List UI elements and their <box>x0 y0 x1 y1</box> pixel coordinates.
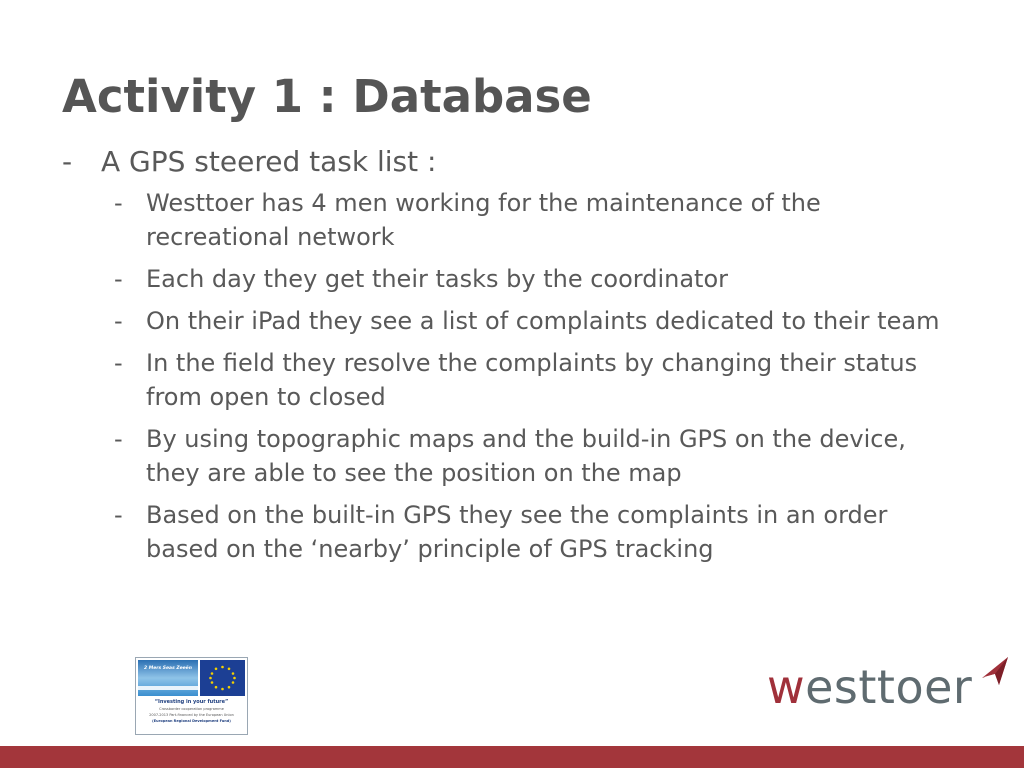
sub-bullet <box>101 422 962 490</box>
sub-bullet-text: Westtoer has 4 men working for the maintenance of the recreational network <box>146 189 821 251</box>
bullet-marker: - <box>62 145 73 178</box>
westtoer-arrow-icon <box>980 656 1010 686</box>
bullet-marker: - <box>114 265 123 293</box>
sub-bullet <box>101 262 962 296</box>
bullet-marker: - <box>114 425 123 453</box>
sub-bullet <box>101 346 962 414</box>
sub-bullet-text: By using topographic maps and the build-in GPS on the device, they are able to see the position on the map <box>146 425 906 487</box>
bullet-list <box>62 144 962 574</box>
eu-line-1: Crossborder cooperation programme <box>159 707 224 711</box>
sub-bullet-text: Each day they get their tasks by the coordinator <box>146 265 729 293</box>
bullet-marker: - <box>114 307 123 335</box>
banner-text: 2 Mers Seas Zeeën <box>144 666 192 671</box>
eu-funding-logo <box>135 657 248 735</box>
eu-logo-text <box>138 698 245 724</box>
westtoer-logo <box>767 656 1012 718</box>
eu-fund: (European Regional Development Fund) <box>152 719 231 723</box>
bullet-marker: - <box>114 189 123 217</box>
bullet-marker: - <box>114 349 123 377</box>
slide-title: Activity 1 : Database <box>62 70 592 123</box>
eu-line-2: 2007-2013 Part-financed by the European Union <box>149 713 234 717</box>
sub-bullet <box>101 498 962 566</box>
sub-bullet <box>101 186 962 254</box>
brand-first-letter: w <box>767 660 806 714</box>
eu-banner-icon <box>138 660 245 696</box>
sub-bullet <box>101 304 962 338</box>
bullet-marker: - <box>114 501 123 529</box>
sub-bullet-text: Based on the built-in GPS they see the complaints in an order based on the ‘nearby’ principle of GPS tracking <box>146 501 888 563</box>
brand-wordmark <box>767 656 972 718</box>
main-bullet <box>62 144 962 566</box>
sub-bullet-list <box>101 186 962 566</box>
sub-bullet-text: On their iPad they see a list of complaints dedicated to their team <box>146 307 940 335</box>
footer-bar <box>0 746 1024 768</box>
main-bullet-text: A GPS steered task list : <box>101 145 437 178</box>
sub-bullet-text: In the field they resolve the complaints by changing their status from open to closed <box>146 349 918 411</box>
eu-slogan: “Investing in your future” <box>154 699 229 705</box>
brand-rest: esttoer <box>805 660 973 714</box>
